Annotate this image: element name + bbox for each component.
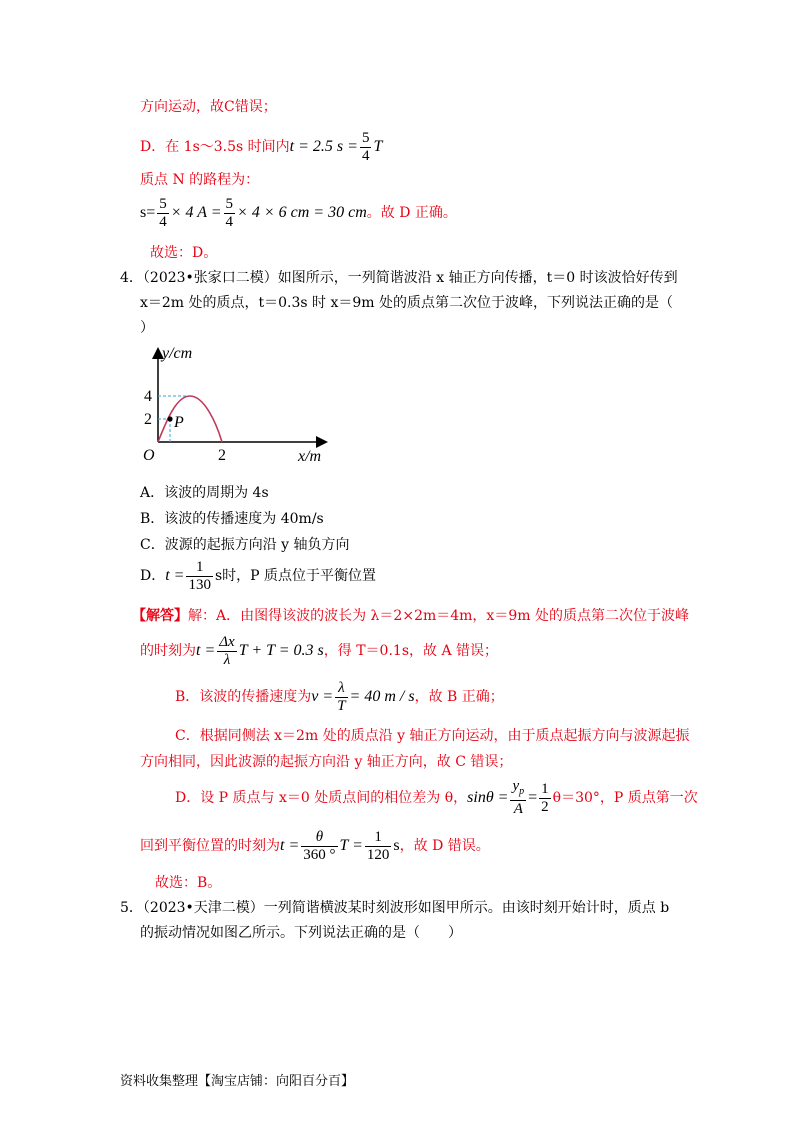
answer-a-line2 — [140, 632, 498, 670]
y-tick-2: 2 — [144, 411, 152, 428]
prev-path-equation — [140, 194, 457, 232]
answer-a-text: 解：A．由图得该波的波长为 λ＝2×2m＝4m，x＝9m 处的质点第二次位于波峰 — [188, 608, 689, 624]
q4-d-fraction: $\frac{1}{130}$ — [188, 558, 211, 593]
answer-b — [175, 678, 504, 716]
answer-b-suffix: ，故 B 正确； — [414, 689, 504, 705]
q4-stem-line3: ） — [140, 320, 154, 336]
answer-d-line1 — [175, 778, 698, 818]
q4-d-t: t = — [165, 567, 185, 584]
answer-a-fraction: $\frac{\Delta x}{\lambda}$ — [219, 633, 235, 668]
answer-d2-T: T = — [339, 837, 363, 854]
origin-label: O — [143, 447, 155, 464]
q4-stem-line1: 4．（2023•张家口二模）如图所示，一列简谐波沿 x 轴正方向传播，t＝0 时该波恰好传到 — [120, 270, 678, 286]
answer-a-eq: T + T = 0.3 s — [238, 642, 324, 659]
answer-d-prefix: D．设 P 质点与 x＝0 处质点间的相位差为 θ， — [175, 790, 468, 806]
answer-d2-t: t = — [280, 837, 300, 854]
prev-choice: 故选：D。 — [150, 245, 218, 261]
point-p-marker — [167, 416, 172, 421]
answer-d-sin: sinθ = — [467, 789, 509, 806]
q5-stem-line2: 的振动情况如图乙所示。下列说法正确的是（ ） — [140, 925, 462, 941]
answer-d2-s: s — [393, 837, 400, 854]
answer-tag: 【解答】 — [132, 608, 188, 624]
q4-d-suffix: s时，P 质点位于平衡位置 — [214, 568, 377, 584]
answer-d-tail: θ＝30°，P 质点第一次 — [552, 790, 698, 806]
answer-d2-frac1: $\frac{\theta}{360 ^\circ}$ — [303, 828, 336, 863]
answer-d2-frac2: $\frac{1}{120}$ — [366, 828, 390, 863]
answer-b-v: v = — [311, 688, 334, 705]
q4-option-c: C．波源的起振方向沿 y 轴负方向 — [140, 537, 350, 553]
prev-d-prefix: D．在 1s～3.5s 时间内 — [140, 139, 290, 155]
answer-c-line2: 方向相同，因此波源的起振方向沿 y 轴正方向，故 C 错误； — [140, 754, 513, 770]
prev-option-d — [140, 128, 382, 166]
prev-s-mid2: × 4 × 6 cm = 30 cm — [237, 204, 367, 221]
y-axis-label: y/cm — [162, 345, 193, 362]
answer-b-prefix: B．该波的传播速度为 — [175, 689, 312, 705]
prev-d-fraction: $\frac{5}{4}$ — [361, 129, 370, 164]
q4-d-prefix: D． — [140, 568, 166, 584]
prev-s-mid1: × 4 A = — [170, 204, 222, 221]
q4-stem-line2: x＝2m 处的质点，t＝0.3s 时 x＝9m 处的质点第二次位于波峰，下列说法正确的是（ — [140, 295, 674, 311]
prev-d-eq: t = 2.5 s = — [289, 138, 358, 155]
footer-text: 资料收集整理【淘宝店铺：向阳百分百】 — [120, 1074, 355, 1089]
answer-b-eq: = 40 m / s — [349, 688, 415, 705]
x-axis-label: x/m — [298, 448, 322, 465]
prev-s-lhs: s= — [140, 204, 156, 221]
prev-s-tail: 。故 D 正确。 — [366, 205, 457, 221]
q4-option-a: A．该波的周期为 4s — [140, 485, 269, 501]
q4-option-b: B．该波的传播速度为 40m/s — [140, 511, 324, 527]
prev-text-line1: 方向运动，故C错误； — [140, 99, 277, 115]
answer-d2-prefix: 回到平衡位置的时刻为 — [140, 838, 280, 854]
answer-d-line2 — [140, 827, 490, 865]
prev-s-frac1: $\frac{5}{4}$ — [159, 195, 167, 230]
answer-d-frac1: $\frac{y_p}{A}$ — [512, 778, 525, 817]
q4-option-d — [140, 557, 376, 595]
wave-graph — [140, 342, 340, 467]
prev-path-label: 质点 N 的路程为： — [140, 172, 260, 188]
prev-d-T: T — [373, 138, 383, 155]
answer-a-line1 — [132, 606, 689, 626]
answer-d-eq: = — [528, 789, 538, 806]
answer-a-prefix: 的时刻为 — [140, 643, 196, 659]
q5-stem-line1: 5．（2023•天津二模）一列简谐横波某时刻波形如图甲所示。由该时刻开始计时，质点 b — [120, 900, 670, 916]
answer-choice: 故选：B。 — [155, 875, 222, 891]
answer-b-fraction: $\frac{\lambda}{T}$ — [337, 679, 346, 714]
answer-d2-suffix: ，故 D 错误。 — [399, 838, 490, 854]
y-tick-4: 4 — [144, 388, 152, 405]
answer-d-frac2: $\frac{1}{2}$ — [541, 780, 549, 815]
point-p-label: P — [174, 414, 184, 431]
answer-c-line1: C．根据同侧法 x＝2m 处的质点沿 y 轴正方向运动，由于质点起振方向与波源起振 — [175, 728, 690, 744]
x-tick-2: 2 — [218, 447, 226, 464]
answer-a-suffix: ，得 T＝0.1s，故 A 错误； — [323, 643, 499, 659]
prev-s-frac2: $\frac{5}{4}$ — [225, 195, 234, 230]
answer-a-t: t = — [196, 642, 216, 659]
